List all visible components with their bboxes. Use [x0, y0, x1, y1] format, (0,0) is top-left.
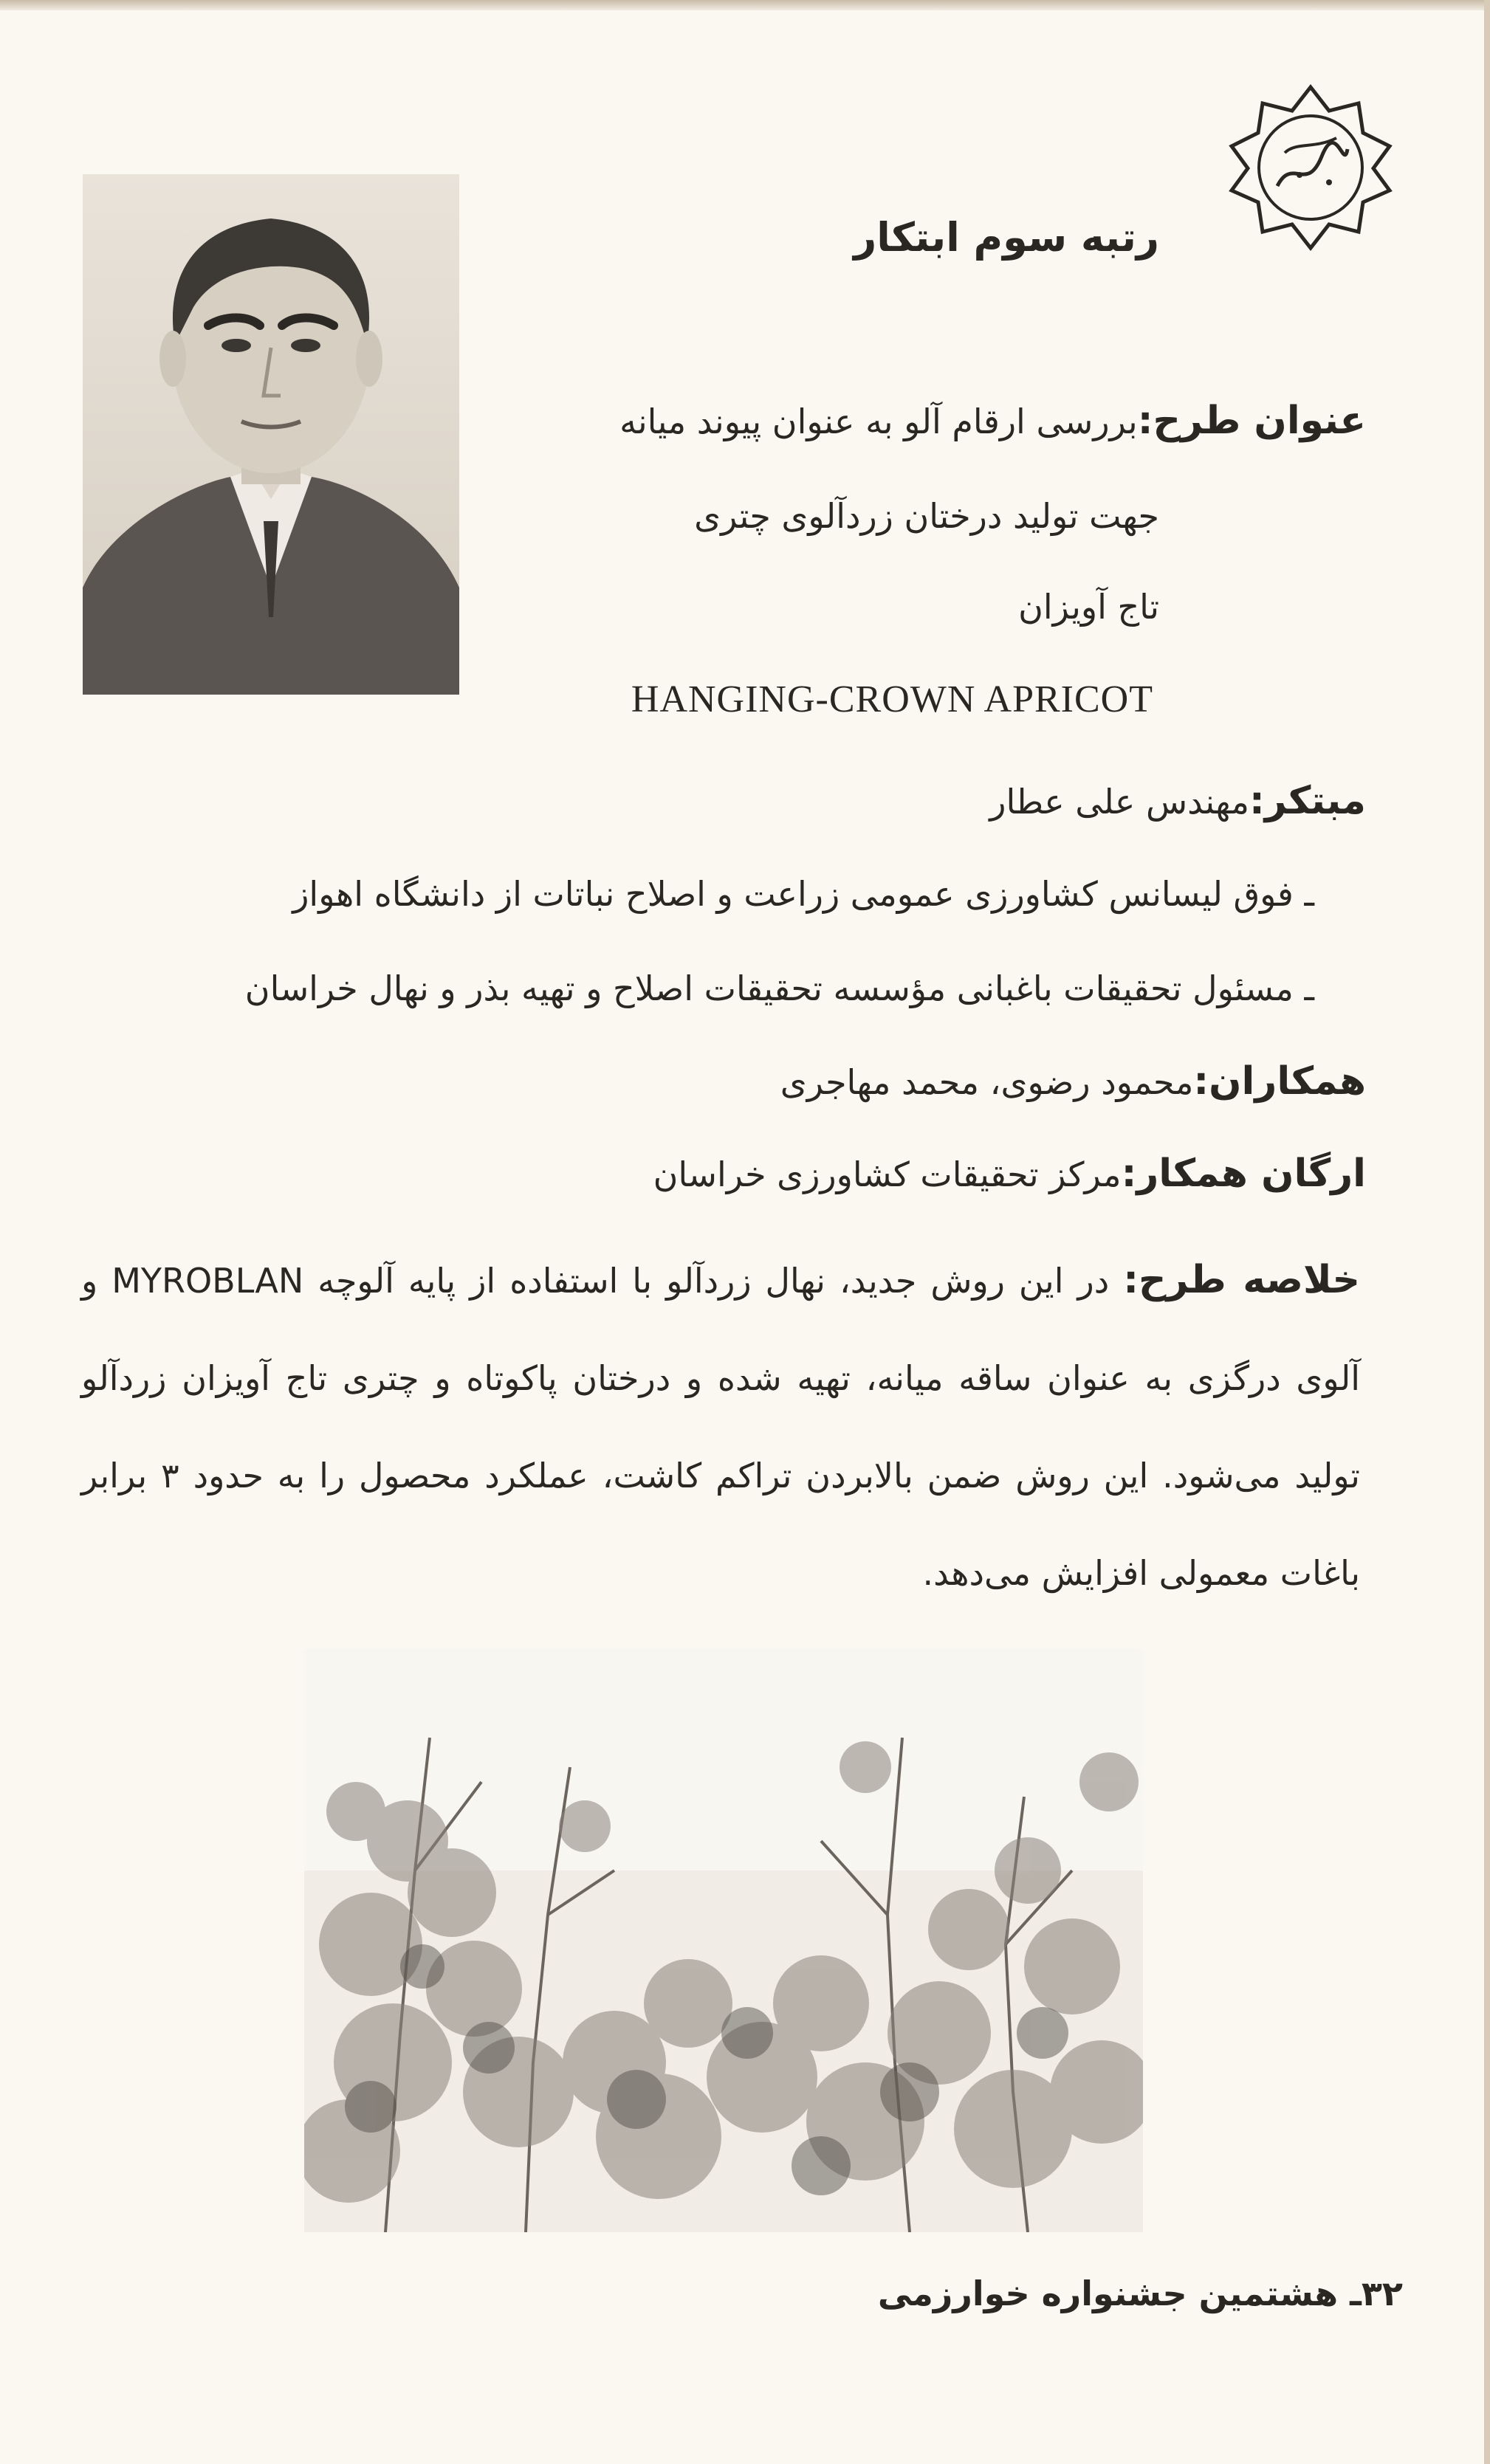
inventor-name: مهندس علی عطار — [989, 782, 1249, 822]
page-top-edge — [0, 0, 1490, 10]
award-heading: رتبه سوم ابتکار — [854, 214, 1159, 261]
title-line-1 — [517, 399, 1366, 443]
collaborators-label: همکاران: — [1193, 1059, 1366, 1104]
inventor-degree: ـ فوق لیسانس کشاورزی عمومی زراعت و اصلاح نباتات از دانشگاه اهواز — [292, 874, 1314, 914]
title-text-2: جهت تولید درختان زردآلوی چتری — [694, 496, 1159, 536]
title-label: عنوان طرح: — [1137, 399, 1366, 443]
festival-seal-icon — [1226, 83, 1395, 252]
inventor-label: مبتکر: — [1249, 779, 1366, 823]
page-footer: ۳۲ـ هشتمین جشنواره خوارزمی — [877, 2274, 1403, 2313]
portrait-graphic — [83, 174, 459, 695]
collaborators-names: محمود رضوی، محمد مهاجری — [780, 1062, 1194, 1102]
orchard-photo — [304, 1649, 1143, 2232]
inventor-portrait — [83, 174, 459, 695]
inventor-position: ـ مسئول تحقیقات باغبانی مؤسسه تحقیقات اصلاح و تهیه بذر و نهال خراسان — [244, 968, 1314, 1008]
organization-line — [517, 1152, 1366, 1196]
seal-graphic — [1226, 83, 1395, 252]
organization-label: ارگان همکار: — [1121, 1152, 1366, 1196]
english-title: HANGING-CROWN APRICOT — [631, 678, 1153, 720]
organization-name: مرکز تحقیقات کشاورزی خراسان — [653, 1154, 1122, 1194]
page-right-edge — [1484, 0, 1490, 2464]
title-text-3: تاج آویزان — [1018, 587, 1159, 627]
collaborators-line — [517, 1059, 1366, 1104]
inventor-line — [517, 779, 1366, 823]
summary-label: خلاصه طرح: — [1123, 1258, 1360, 1302]
summary-paragraph — [81, 1231, 1360, 1622]
title-text-1: بررسی ارقام آلو به عنوان پیوند میانه — [619, 402, 1138, 441]
orchard-graphic — [304, 1649, 1143, 2232]
summary-text: در این روش جدید، نهال زردآلو با استفاده از پایه آلوچه MYROBLAN و آلوی درگزی به عنوان ساقه میانه، تهیه شده و درختان پاکوتاه و چتری تاج آویزان زردآلو تولید می‌شود. این روش ضمن بالابردن تراکم کاشت، عملکرد محصول را به حدود ۳ برابر باغات معمولی افزایش می‌دهد. — [81, 1261, 1360, 1593]
